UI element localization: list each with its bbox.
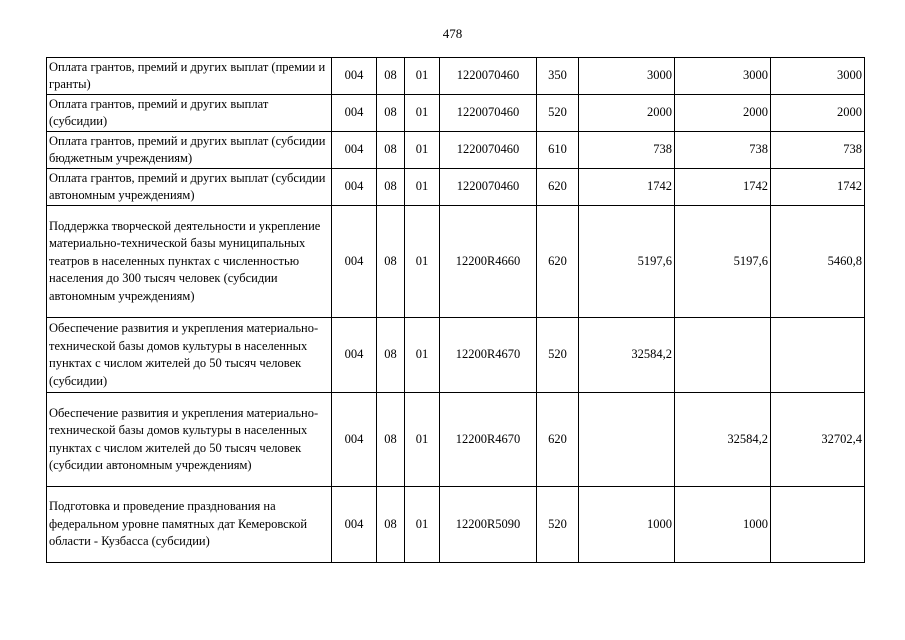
amount-year-1: 5197,6 [579,206,675,318]
target-article-code: 12200R4660 [440,206,537,318]
subsection-code: 01 [405,487,440,563]
amount-year-1: 32584,2 [579,318,675,393]
amount-year-1: 2000 [579,95,675,132]
subsection-code: 01 [405,169,440,206]
table-row [47,58,865,95]
ministry-code: 004 [332,95,377,132]
ministry-code: 004 [332,169,377,206]
expense-name: Оплата грантов, премий и других выплат (премии и гранты) [47,58,332,95]
subsection-code: 01 [405,58,440,95]
expense-name: Обеспечение развития и укрепления материально-технической базы домов культуры в населенных пунктах с числом жителей до 50 тысяч человек (субсидии) [47,318,332,393]
amount-year-1: 1000 [579,487,675,563]
amount-year-1: 1742 [579,169,675,206]
target-article-code: 1220070460 [440,58,537,95]
amount-year-1: 738 [579,132,675,169]
subsection-code: 01 [405,132,440,169]
expense-type-code: 520 [537,487,579,563]
expense-type-code: 620 [537,169,579,206]
expense-type-code: 520 [537,95,579,132]
table-row [47,206,865,318]
expense-type-code: 620 [537,393,579,487]
amount-year-3: 3000 [771,58,865,95]
section-code: 08 [377,95,405,132]
expense-type-code: 620 [537,206,579,318]
amount-year-2: 32584,2 [675,393,771,487]
expense-type-code: 610 [537,132,579,169]
target-article-code: 1220070460 [440,95,537,132]
budget-table [46,57,865,563]
section-code: 08 [377,169,405,206]
subsection-code: 01 [405,393,440,487]
subsection-code: 01 [405,95,440,132]
expense-type-code: 520 [537,318,579,393]
target-article-code: 12200R4670 [440,318,537,393]
amount-year-3: 1742 [771,169,865,206]
target-article-code: 12200R5090 [440,487,537,563]
amount-year-2 [675,318,771,393]
expense-name: Подготовка и проведение празднования на федеральном уровне памятных дат Кемеровской области - Кузбасса (субсидии) [47,487,332,563]
amount-year-2: 1742 [675,169,771,206]
amount-year-1: 3000 [579,58,675,95]
table-row [47,95,865,132]
amount-year-2: 2000 [675,95,771,132]
ministry-code: 004 [332,58,377,95]
table-row [47,393,865,487]
amount-year-3: 738 [771,132,865,169]
section-code: 08 [377,487,405,563]
amount-year-2: 3000 [675,58,771,95]
ministry-code: 004 [332,318,377,393]
target-article-code: 1220070460 [440,169,537,206]
section-code: 08 [377,132,405,169]
expense-name: Оплата грантов, премий и других выплат (субсидии бюджетным учреждениям) [47,132,332,169]
section-code: 08 [377,206,405,318]
amount-year-1 [579,393,675,487]
table-row [47,169,865,206]
amount-year-3: 2000 [771,95,865,132]
amount-year-3 [771,318,865,393]
page-number: 478 [442,26,463,41]
amount-year-3 [771,487,865,563]
section-code: 08 [377,393,405,487]
ministry-code: 004 [332,393,377,487]
amount-year-2: 5197,6 [675,206,771,318]
target-article-code: 1220070460 [440,132,537,169]
section-code: 08 [377,58,405,95]
subsection-code: 01 [405,318,440,393]
expense-type-code: 350 [537,58,579,95]
amount-year-2: 1000 [675,487,771,563]
amount-year-2: 738 [675,132,771,169]
subsection-code: 01 [405,206,440,318]
expense-name: Обеспечение развития и укрепления материально-технической базы домов культуры в населенных пунктах с числом жителей до 50 тысяч человек (субсидии автономным учреждениям) [47,393,332,487]
amount-year-3: 32702,4 [771,393,865,487]
section-code: 08 [377,318,405,393]
amount-year-3: 5460,8 [771,206,865,318]
table-row [47,132,865,169]
table-row [47,318,865,393]
ministry-code: 004 [332,132,377,169]
expense-name: Оплата грантов, премий и других выплат (субсидии автономным учреждениям) [47,169,332,206]
target-article-code: 12200R4670 [440,393,537,487]
expense-name: Оплата грантов, премий и других выплат (субсидии) [47,95,332,132]
table-row [47,487,865,563]
expense-name: Поддержка творческой деятельности и укрепление материально-технической базы муниципальных театров в населенных пунктах с численностью населения до 300 тысяч человек (субсидии автономным учреждениям) [47,206,332,318]
ministry-code: 004 [332,206,377,318]
ministry-code: 004 [332,487,377,563]
